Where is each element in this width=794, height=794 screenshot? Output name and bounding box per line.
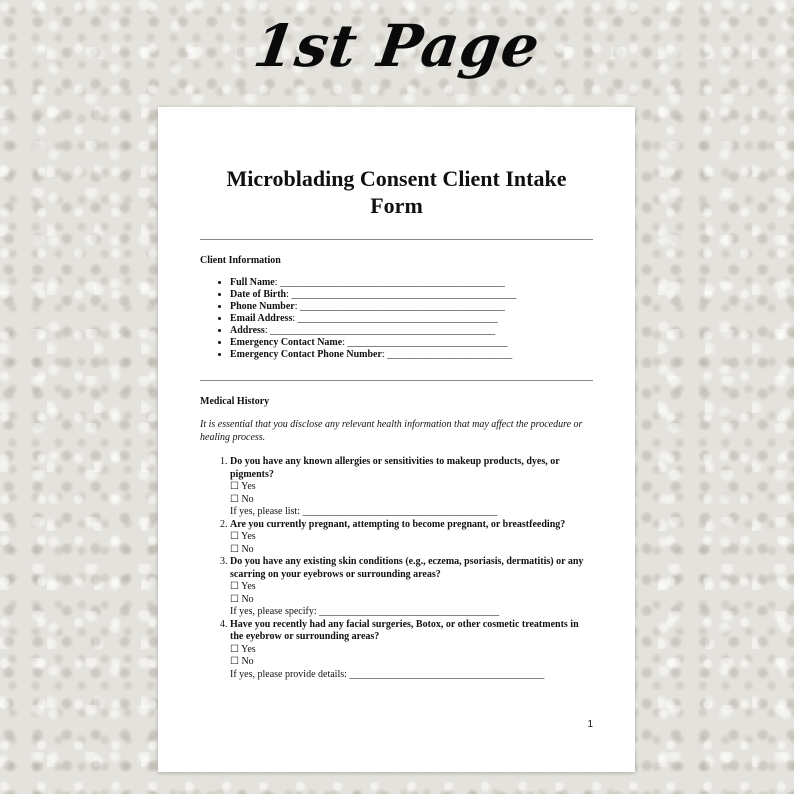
field-blank: : _____________________________________________ — [264, 325, 496, 336]
field-phone-number[interactable] — [230, 301, 593, 313]
yes-checkbox[interactable]: ☐ Yes — [230, 531, 256, 542]
field-full-name[interactable] — [230, 277, 593, 289]
field-blank: : _____________________________________________ — [286, 289, 517, 300]
field-blank: : _________________________________________ — [294, 301, 506, 312]
question-text: Do you have any known allergies or sensitivities to makeup products, dyes, or pigments? — [230, 456, 560, 480]
field-address[interactable] — [230, 325, 593, 337]
field-label: Phone Number — [230, 301, 295, 312]
no-checkbox[interactable]: ☐ No — [230, 493, 254, 505]
divider — [200, 380, 593, 381]
field-label: Address — [230, 325, 265, 336]
medical-history-heading: Medical History — [200, 396, 270, 407]
field-label: Emergency Contact Name — [230, 337, 343, 348]
field-blank: : _____________________________________________ — [274, 277, 505, 288]
form-page — [158, 107, 635, 772]
question-item — [230, 456, 593, 519]
field-emergency-contact-name[interactable] — [230, 337, 593, 349]
page-banner: 1st Page — [249, 12, 545, 80]
medical-questions — [200, 456, 593, 681]
field-email-address[interactable] — [230, 313, 593, 325]
question-text: Have you recently had any facial surgeries, Botox, or other cosmetic treatments in the eyebrow or surrounding areas? — [230, 618, 579, 642]
page-number: 1 — [587, 719, 593, 730]
field-label: Date of Birth — [230, 289, 287, 300]
question-item — [230, 519, 593, 557]
medical-history-intro: It is essential that you disclose any relevant health information that may affect the procedure or healing process. — [200, 419, 583, 443]
form-content — [200, 165, 593, 681]
no-checkbox[interactable]: ☐ No — [230, 593, 254, 605]
form-title: Microblading Consent Client Intake Form — [226, 166, 567, 218]
followup-field[interactable]: If yes, please provide details: _______________________________________ — [230, 668, 545, 680]
followup-field[interactable]: If yes, please list: _______________________________________ — [230, 506, 498, 517]
divider — [200, 239, 593, 240]
field-blank: : _________________________ — [381, 349, 513, 360]
field-blank: : ________________________________________ — [292, 313, 498, 324]
field-label: Full Name — [230, 277, 275, 288]
no-checkbox[interactable]: ☐ No — [230, 656, 254, 667]
yes-checkbox[interactable]: ☐ Yes — [230, 643, 256, 655]
yes-checkbox[interactable]: ☐ Yes — [230, 481, 256, 492]
question-item — [230, 556, 593, 619]
field-label: Email Address — [230, 313, 293, 324]
client-info-heading: Client Information — [200, 255, 281, 266]
field-emergency-contact-phone[interactable] — [230, 349, 593, 361]
followup-field[interactable]: If yes, please specify: ____________________________________ — [230, 606, 500, 617]
question-text: Are you currently pregnant, attempting to become pregnant, or breastfeeding? — [230, 518, 566, 530]
client-info-fields — [200, 277, 593, 361]
field-label: Emergency Contact Phone Number — [230, 349, 382, 360]
question-item — [230, 619, 593, 682]
yes-checkbox[interactable]: ☐ Yes — [230, 581, 256, 592]
field-date-of-birth[interactable] — [230, 289, 593, 301]
field-blank: : ________________________________ — [342, 337, 508, 348]
no-checkbox[interactable]: ☐ No — [230, 543, 254, 555]
question-text: Do you have any existing skin conditions (e.g., eczema, psoriasis, dermatitis) or any scarring on your eyebrows or surrounding areas? — [230, 556, 584, 580]
